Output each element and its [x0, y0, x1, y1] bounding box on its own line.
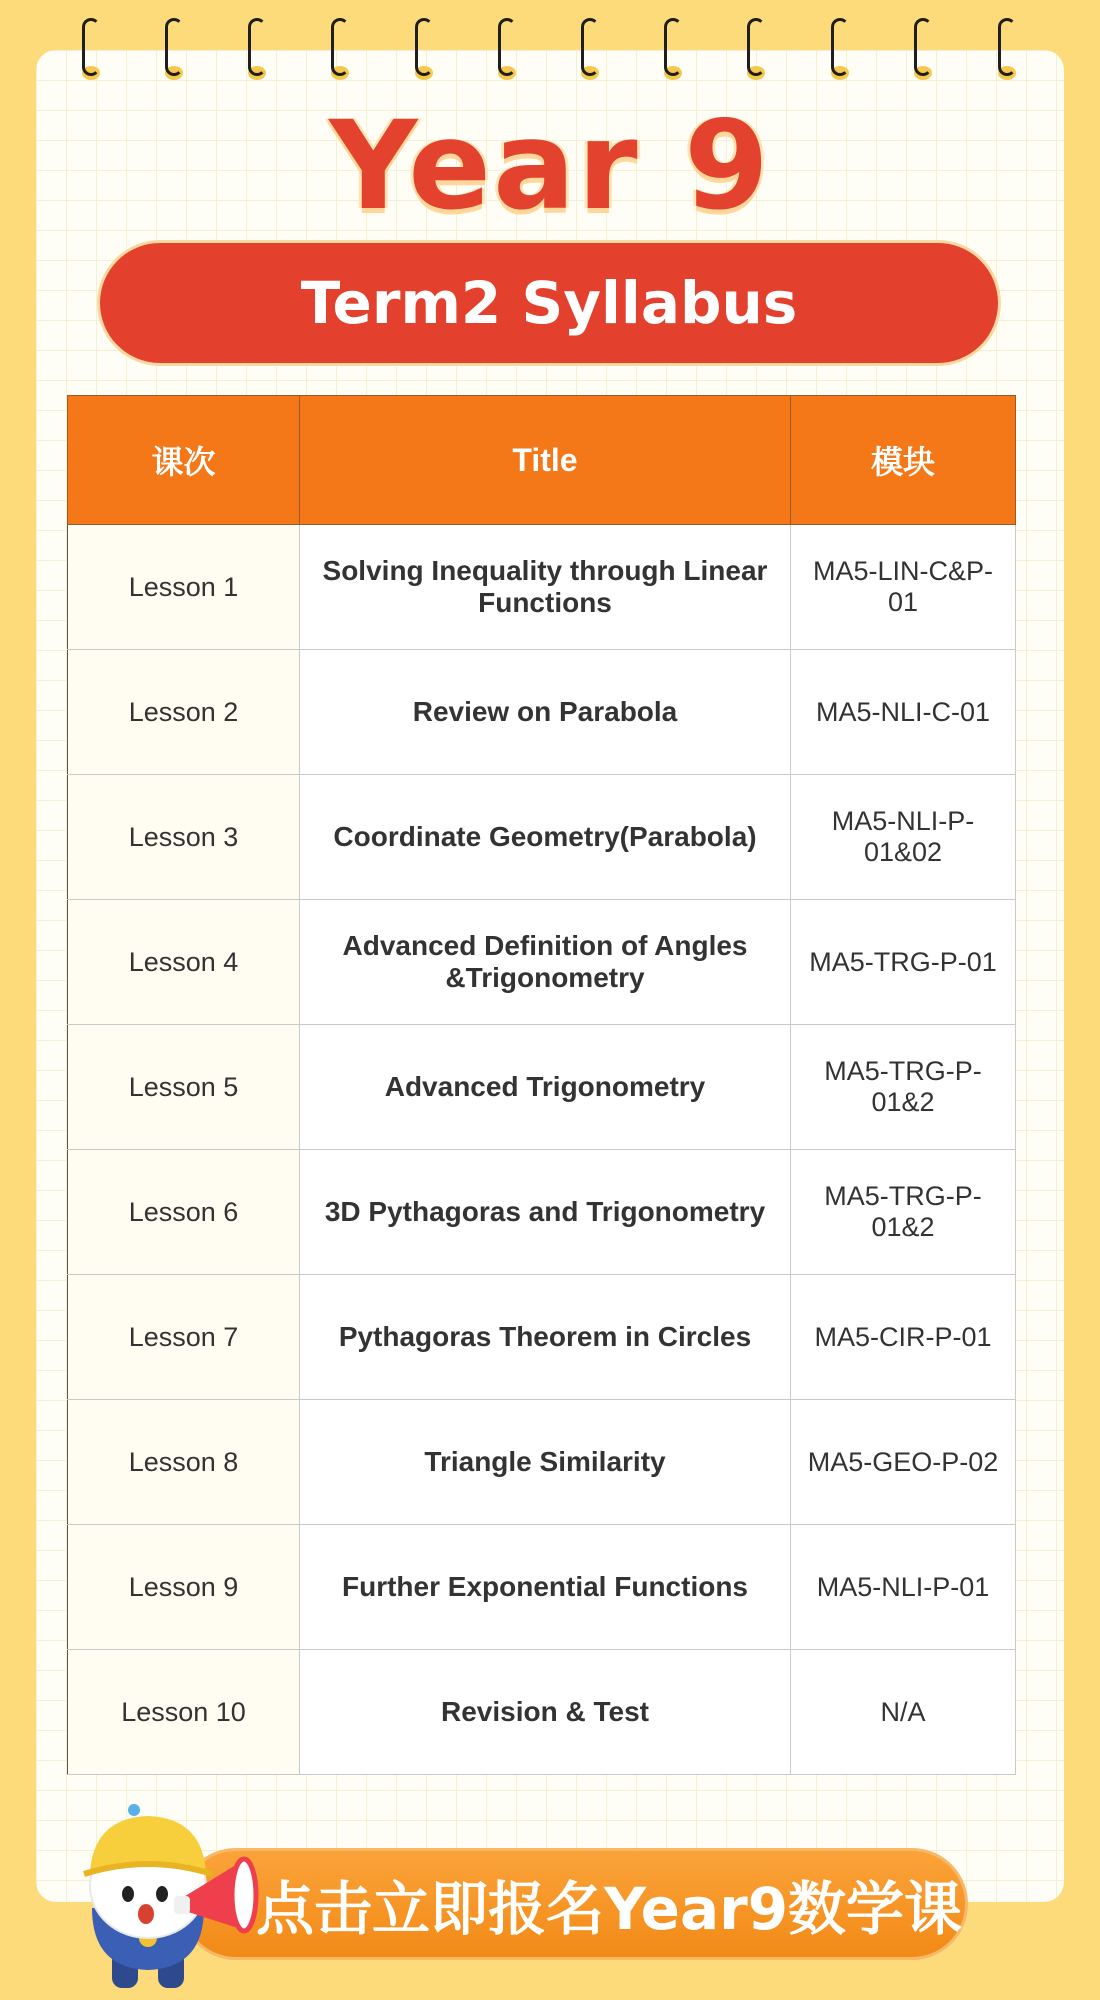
table-row — [68, 1150, 1016, 1275]
syllabus-table — [67, 395, 1016, 1775]
enroll-button[interactable]: 点击立即报名Year9数学课 — [180, 1848, 968, 1960]
binding-wire — [415, 18, 433, 76]
title-cell: Advanced Trigonometry — [300, 1025, 791, 1150]
lesson-cell: Lesson 5 — [68, 1025, 300, 1150]
lesson-cell: Lesson 2 — [68, 650, 300, 775]
binding-wire — [831, 18, 849, 76]
title-cell: Further Exponential Functions — [300, 1525, 791, 1650]
lesson-cell: Lesson 4 — [68, 900, 300, 1025]
module-cell: MA5-LIN-C&P-01 — [791, 525, 1016, 650]
binding-ring — [413, 18, 435, 80]
table-row — [68, 650, 1016, 775]
table-row — [68, 525, 1016, 650]
lesson-cell: Lesson 3 — [68, 775, 300, 900]
table-header-row — [68, 396, 1016, 525]
table-row — [68, 1025, 1016, 1150]
binding-wire — [664, 18, 682, 76]
binding-ring — [496, 18, 518, 80]
binding-wire — [747, 18, 765, 76]
title-cell: 3D Pythagoras and Trigonometry — [300, 1150, 791, 1275]
title-cell: Coordinate Geometry(Parabola) — [300, 775, 791, 900]
binding-ring — [829, 18, 851, 80]
module-cell: MA5-GEO-P-02 — [791, 1400, 1016, 1525]
binding-wire — [914, 18, 932, 76]
binding-wire — [998, 18, 1016, 76]
title-cell: Advanced Definition of Angles &Trigonometry — [300, 900, 791, 1025]
module-cell: MA5-TRG-P-01&2 — [791, 1150, 1016, 1275]
table-row — [68, 900, 1016, 1025]
binding-ring — [80, 18, 102, 80]
term-banner: Term2 Syllabus — [97, 240, 1001, 366]
table-row — [68, 775, 1016, 900]
table-row — [68, 1275, 1016, 1400]
table-row — [68, 1650, 1016, 1775]
module-cell: MA5-NLI-P-01 — [791, 1525, 1016, 1650]
lesson-cell: Lesson 9 — [68, 1525, 300, 1650]
lesson-cell: Lesson 8 — [68, 1400, 300, 1525]
binding-ring — [745, 18, 767, 80]
binding-wire — [248, 18, 266, 76]
module-cell: MA5-TRG-P-01&2 — [791, 1025, 1016, 1150]
binding-wire — [581, 18, 599, 76]
binding-wire — [82, 18, 100, 76]
lesson-cell: Lesson 1 — [68, 525, 300, 650]
binding-ring — [579, 18, 601, 80]
module-cell: MA5-NLI-P-01&02 — [791, 775, 1016, 900]
table-row — [68, 1400, 1016, 1525]
column-header-module: 模块 — [791, 396, 1016, 525]
title-cell: Revision & Test — [300, 1650, 791, 1775]
binding-ring — [329, 18, 351, 80]
binding-ring — [912, 18, 934, 80]
binding-wire — [498, 18, 516, 76]
module-cell: N/A — [791, 1650, 1016, 1775]
year-title: Year 9 — [329, 95, 771, 237]
title-cell: Review on Parabola — [300, 650, 791, 775]
column-header-lesson: 课次 — [68, 396, 300, 525]
binding-ring — [996, 18, 1018, 80]
megaphone-mascot-icon — [62, 1798, 262, 1998]
table-row — [68, 1525, 1016, 1650]
title-cell: Pythagoras Theorem in Circles — [300, 1275, 791, 1400]
lesson-cell: Lesson 6 — [68, 1150, 300, 1275]
title-cell: Solving Inequality through Linear Functions — [300, 525, 791, 650]
lesson-cell: Lesson 7 — [68, 1275, 300, 1400]
binding-ring — [662, 18, 684, 80]
module-cell: MA5-TRG-P-01 — [791, 900, 1016, 1025]
binding-wire — [331, 18, 349, 76]
title-cell: Triangle Similarity — [300, 1400, 791, 1525]
lesson-cell: Lesson 10 — [68, 1650, 300, 1775]
module-cell: MA5-NLI-C-01 — [791, 650, 1016, 775]
column-header-title: Title — [300, 396, 791, 525]
binding-ring — [246, 18, 268, 80]
module-cell: MA5-CIR-P-01 — [791, 1275, 1016, 1400]
binding-ring — [163, 18, 185, 80]
binding-wire — [165, 18, 183, 76]
